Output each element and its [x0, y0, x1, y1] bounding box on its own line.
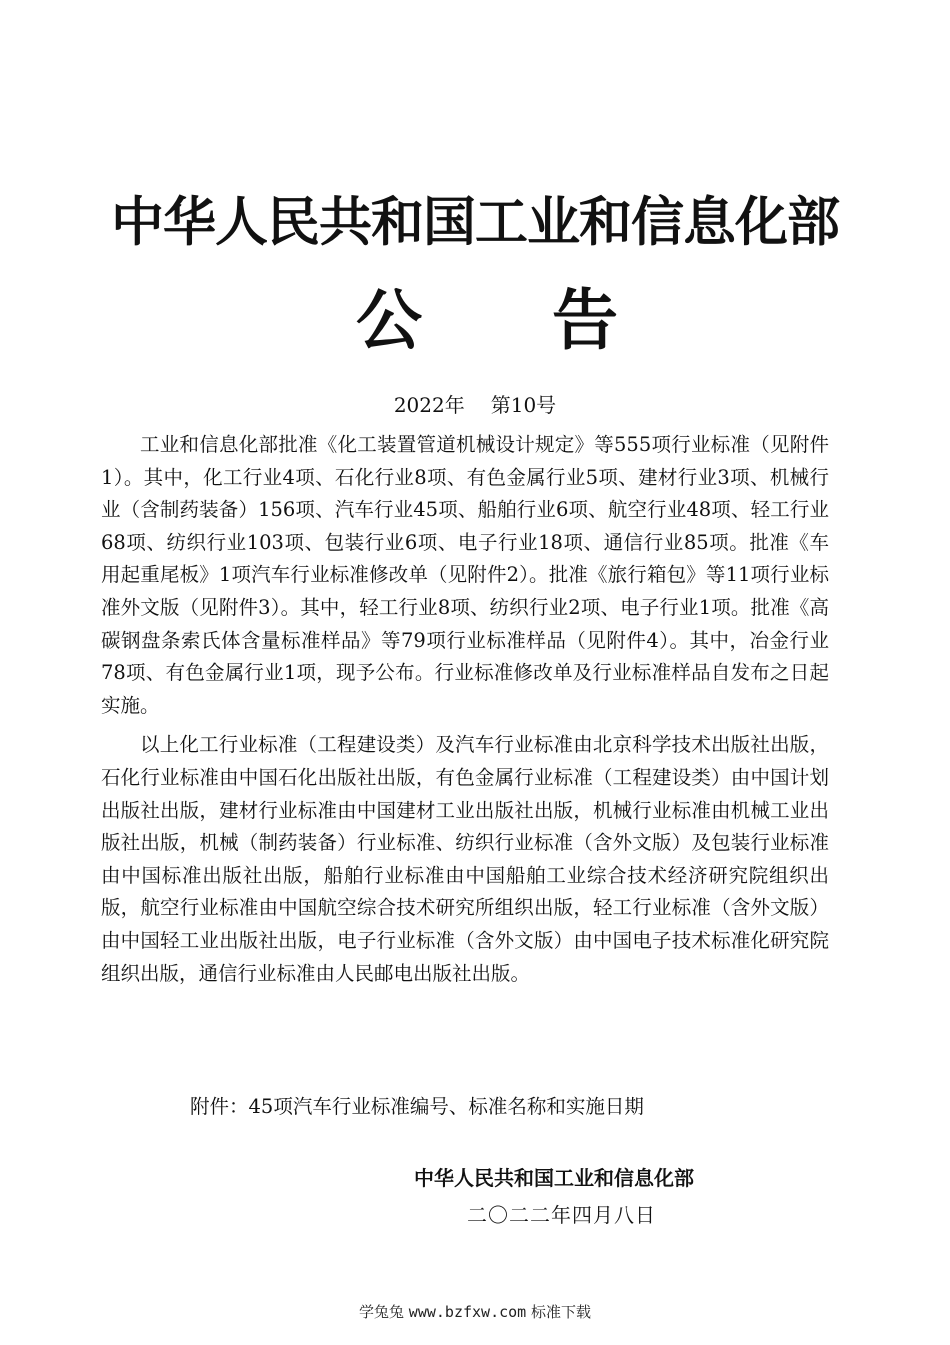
page-footer: [0, 1300, 950, 1324]
signature-date: 二〇二二年四月八日: [467, 1203, 656, 1227]
footer-site-name: 学兔兔: [359, 1303, 405, 1321]
notice-heading: [0, 280, 950, 360]
notice-char-2: 告: [552, 281, 618, 359]
body-paragraph-2: 以上化工行业标准（工程建设类）及汽车行业标准由北京科学技术出版社出版，石化行业标准由中国石化出版社出版，有色金属行业标准（工程建设类）由中国计划出版社出版，建材行业标准由中国建材工业出版社出版，机械行业标准由机械工业出版社出版，机械（制药装备）行业标准、纺织行业标准（含外文版）及包装行业标准由中国标准出版社出版，船舶行业标准由中国船舶工业综合技术经济研究院组织出版，航空行业标准由中国航空综合技术研究所组织出版，轻工行业标准（含外文版）由中国轻工业出版社出版，电子行业标准（含外文版）由中国电子技术标准化研究院组织出版，通信行业标准由人民邮电出版社出版。: [101, 733, 829, 985]
footer-tagline: 标准下载: [530, 1303, 591, 1321]
issue-year: 2022年: [393, 393, 465, 417]
notice-char-1: 公: [356, 281, 422, 359]
document-body: [101, 429, 829, 990]
issue-number: 第10号: [490, 393, 557, 417]
signature-organization: 中华人民共和国工业和信息化部: [414, 1166, 694, 1190]
attachment-note: 附件：45项汽车行业标准编号、标准名称和实施日期: [190, 1095, 644, 1118]
page-title: 中华人民共和国工业和信息化部: [111, 192, 839, 253]
footer-url[interactable]: www.bzfxw.com: [408, 1303, 527, 1321]
issue-number-line: [0, 390, 950, 420]
body-paragraph-1: 工业和信息化部批准《化工装置管道机械设计规定》等555项行业标准（见附件1）。其中，化工行业4项、石化行业8项、有色金属行业5项、建材行业3项、机械行业（含制药装备）156项、汽车行业45项、船舶行业6项、航空行业48项、轻工行业68项、纺织行业103项、包装行业6项、电子行业18项、通信行业85项。批准《车用起重尾板》1项汽车行业标准修改单（见附件2）。批准《旅行箱包》等11项行业标准外文版（见附件3）。其中，轻工行业8项、纺织行业2项、电子行业1项。批准《高碳钢盘条索氏体含量标准样品》等79项行业标准样品（见附件4）。其中，冶金行业78项、有色金属行业1项，现予公布。行业标准修改单及行业标准样品自发布之日起实施。: [101, 433, 829, 717]
